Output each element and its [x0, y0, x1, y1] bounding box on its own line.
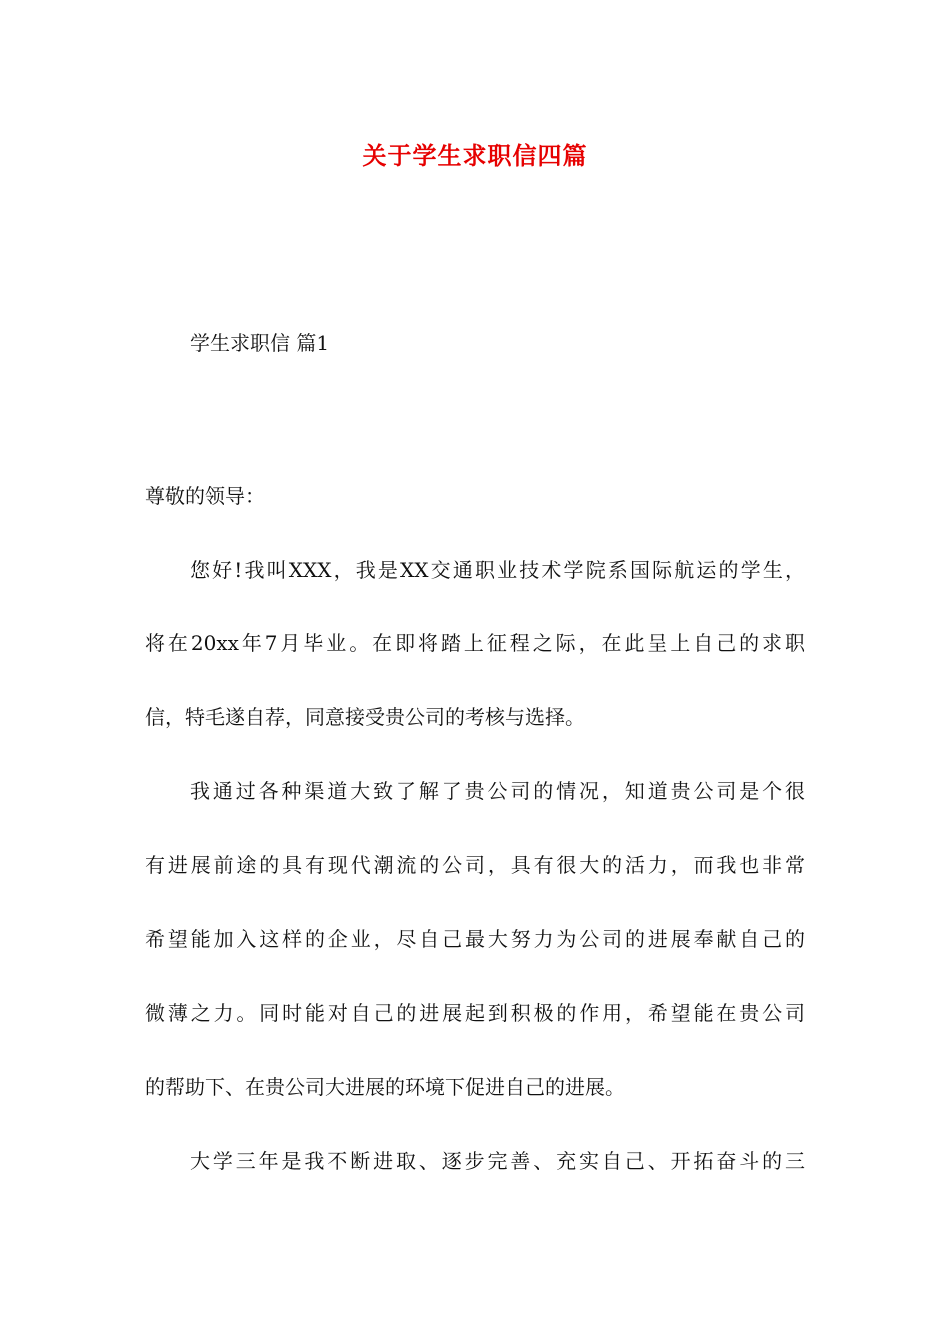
- paragraph-line: 大学三年是我不断进取、逐步完善、充实自己、开拓奋斗的三: [190, 1149, 805, 1173]
- paragraph-line: 微薄之力。同时能对自己的进展起到积极的作用，希望能在贵公司: [145, 1001, 805, 1025]
- paragraph-line: 我通过各种渠道大致了解了贵公司的情况，知道贵公司是个很: [190, 779, 805, 803]
- salutation: 尊敬的领导：: [145, 484, 265, 508]
- paragraph-line: 希望能加入这样的企业，尽自己最大努力为公司的进展奉献自己的: [145, 927, 805, 951]
- section-heading: 学生求职信 篇1: [190, 331, 330, 355]
- paragraph-line: 您好!我叫XXX，我是XX交通职业技术学院系国际航运的学生，: [190, 558, 805, 582]
- paragraph-line: 有进展前途的具有现代潮流的公司，具有很大的活力，而我也非常: [145, 853, 805, 877]
- paragraph-line: 的帮助下、在贵公司大进展的环境下促进自己的进展。: [145, 1075, 625, 1099]
- paragraph-line: 信，特毛遂自荐，同意接受贵公司的考核与选择。: [145, 705, 585, 729]
- paragraph-line: 将在20xx年7月毕业。在即将踏上征程之际，在此呈上自己的求职: [145, 631, 805, 655]
- document-title: 关于学生求职信四篇: [362, 141, 588, 170]
